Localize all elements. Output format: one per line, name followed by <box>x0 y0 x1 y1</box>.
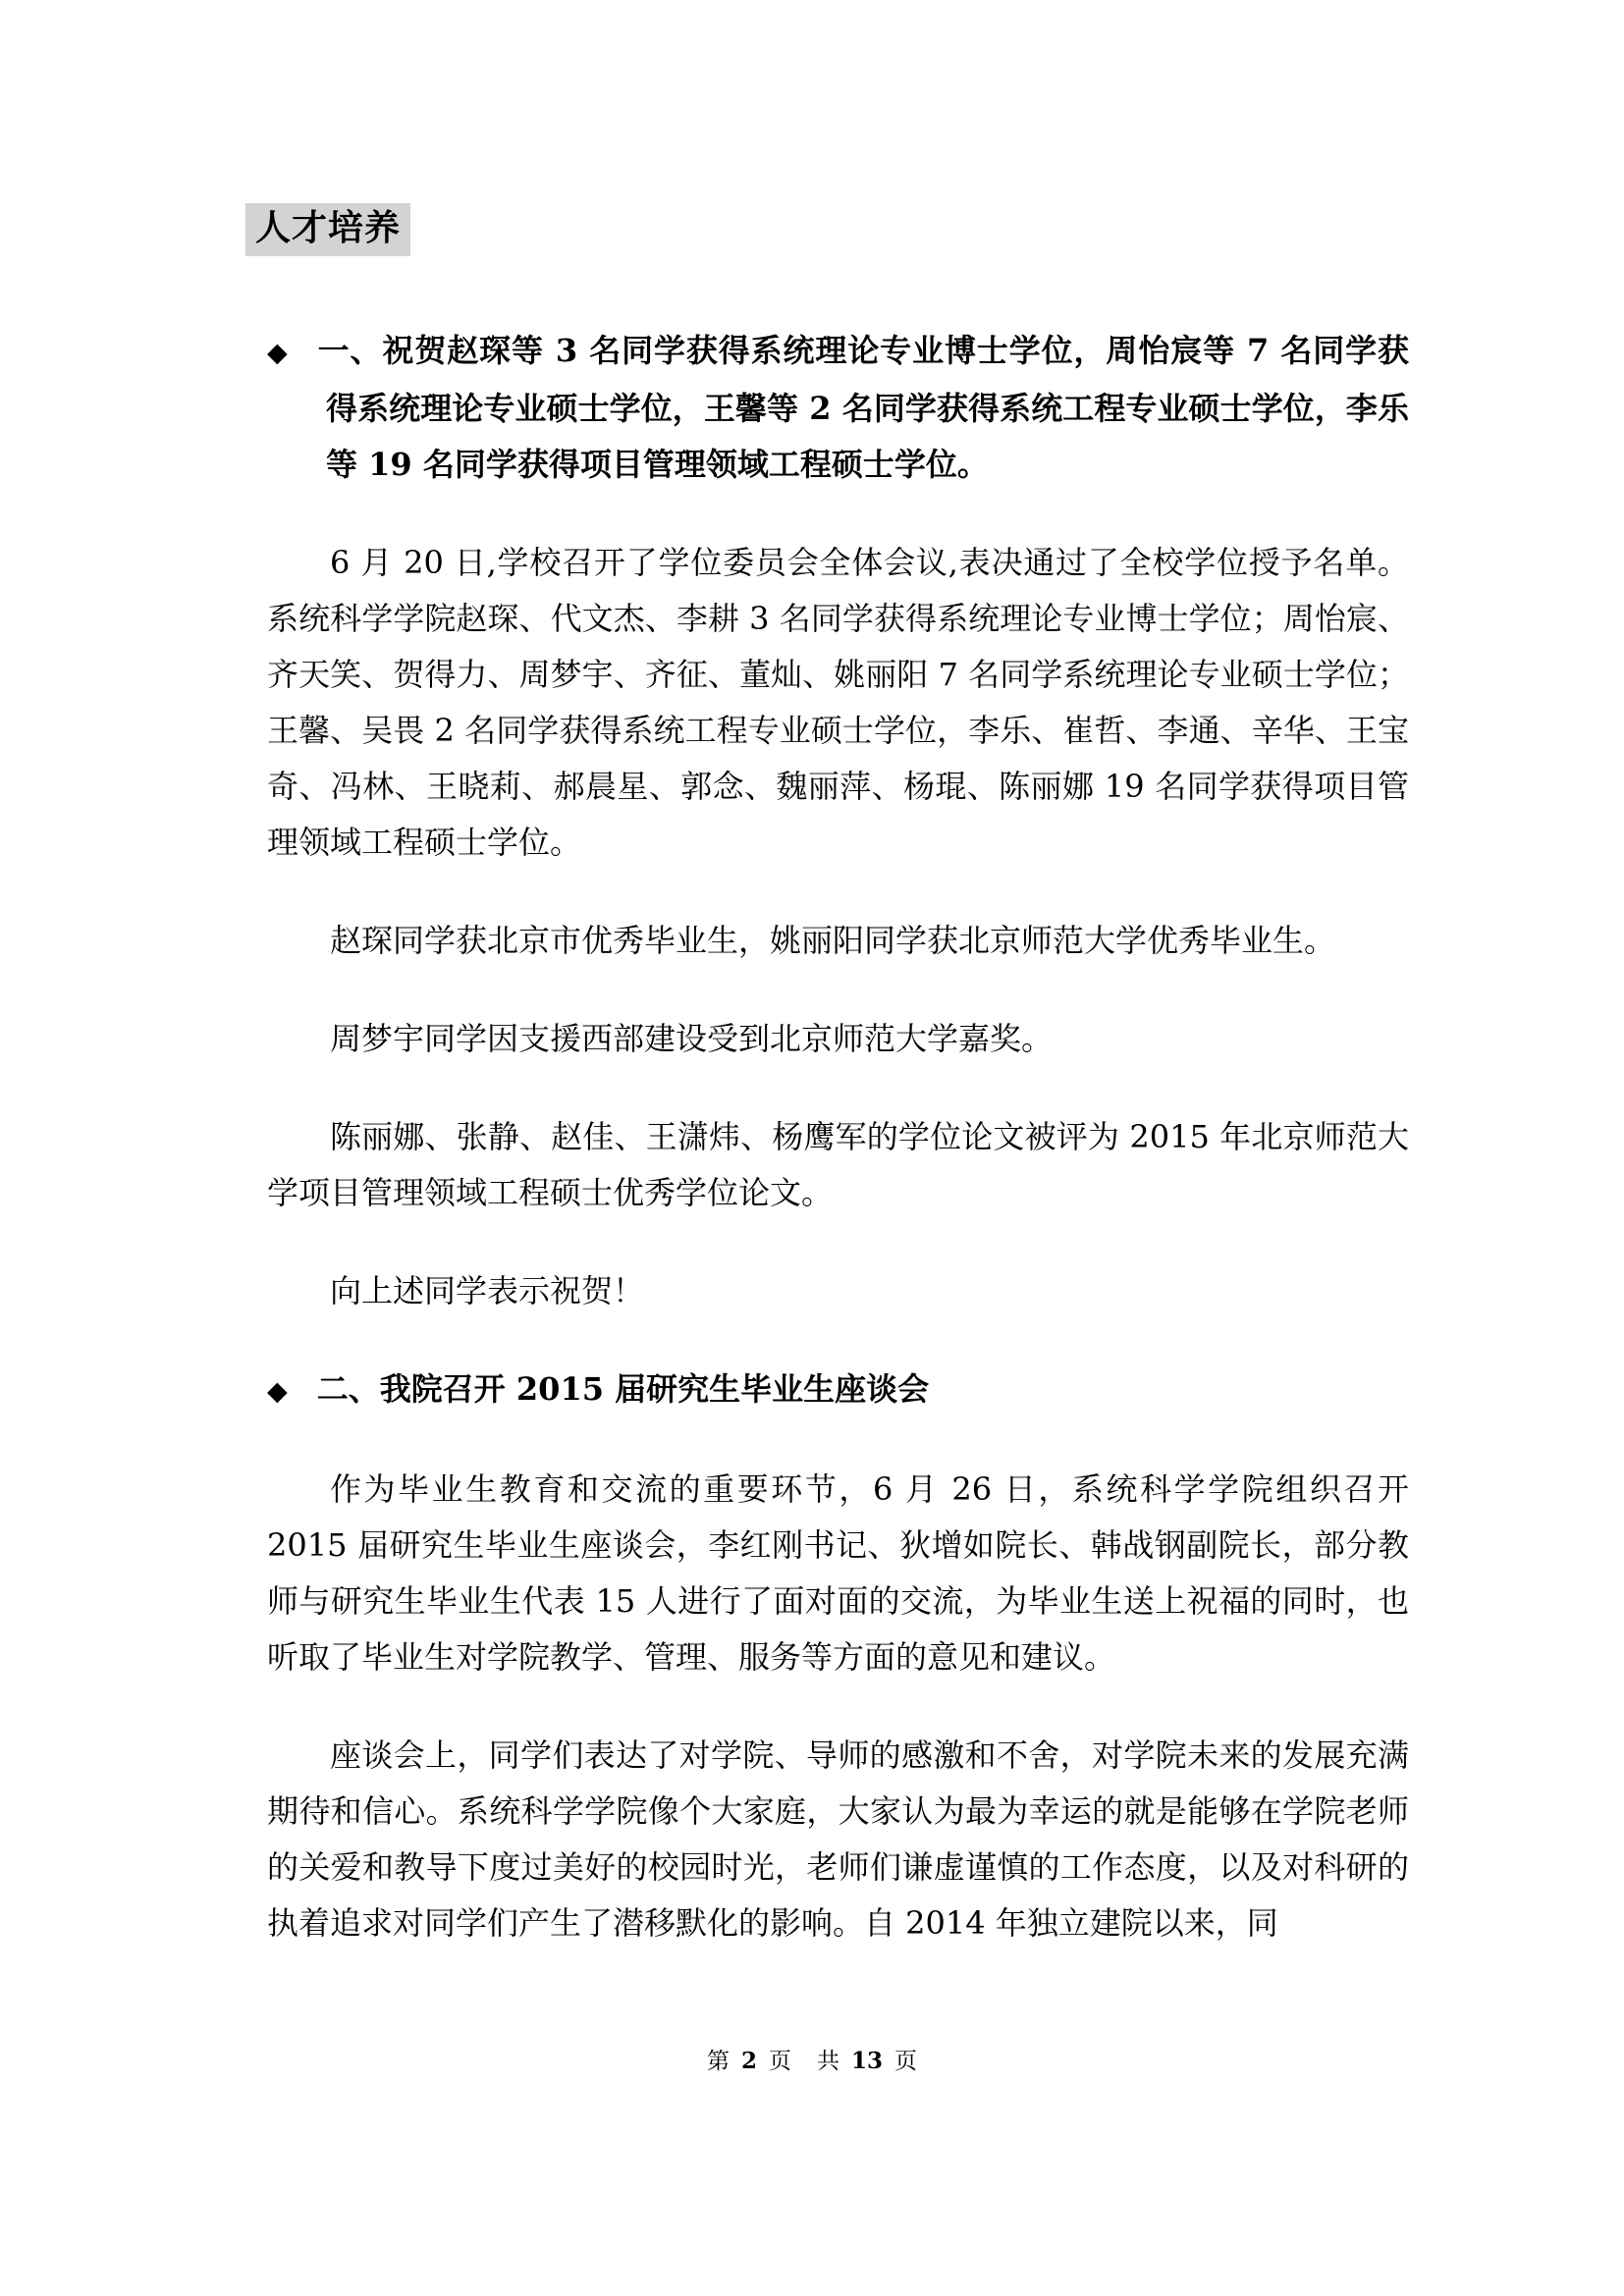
total-pages: 13 <box>851 2048 884 2074</box>
section-2-heading: 二、我院召开 2015 届研究生毕业生座谈会 <box>316 1369 930 1408</box>
body-paragraph: 作为毕业生教育和交流的重要环节，6 月 26 日，系统科学学院组织召开 2015 届研究生毕业生座谈会，李红刚书记、狄增如院长、韩战钢副院长，部分教师与研究生毕业生代表 15 人进行了面对面的交流，为毕业生送上祝福的同时，也听取了毕业生对学院教学、管理、服务等方面的意见和建议。 <box>267 1469 1409 1676</box>
bullet-item-2 <box>267 1362 1409 1419</box>
bullet-item-1 <box>267 323 1409 493</box>
page-title: 人才培养 <box>245 203 410 256</box>
diamond-bullet-icon: ◆ <box>267 337 289 368</box>
footer-label-page: 第 <box>706 2049 730 2074</box>
footer-label-ye: 页 <box>769 2049 791 2074</box>
footer-label-ye: 页 <box>894 2049 918 2074</box>
body-paragraph: 陈丽娜、张静、赵佳、王潇炜、杨鹰军的学位论文被评为 2015 年北京师范大学项目管理领域工程硕士优秀学位论文。 <box>267 1117 1409 1211</box>
body-paragraph: 向上述同学表示祝贺！ <box>330 1271 645 1309</box>
body-paragraph: 座谈会上，同学们表达了对学院、导师的感激和不舍，对学院未来的发展充满期待和信心。系统科学学院像个大家庭，大家认为最为幸运的就是能够在学院老师的关爱和教导下度过美好的校园时光，老师们谦虚谨慎的工作态度，以及对科研的执着追求对同学们产生了潜移默化的影响。自 2014 年独立建院以来，同 <box>267 1735 1409 1942</box>
body-paragraph: 赵琛同学获北京市优秀毕业生，姚丽阳同学获北京师范大学优秀毕业生。 <box>330 921 1336 959</box>
footer-label-total: 共 <box>817 2049 839 2074</box>
section-1-heading: 一、祝贺赵琛等 3 名同学获得系统理论专业博士学位，周怡宸等 7 名同学获得系统理论专业硕士学位，王馨等 2 名同学获得系统工程专业硕士学位，李乐等 19 名同学获得项目管理领域工程硕士学位。 <box>317 331 1409 483</box>
page-footer <box>0 2045 1624 2078</box>
diamond-bullet-icon: ◆ <box>267 1375 288 1407</box>
body-paragraph: 周梦宇同学因支援西部建设受到北京师范大学嘉奖。 <box>330 1019 1054 1057</box>
body-paragraph: 6 月 20 日,学校召开了学位委员会全体会议,表决通过了全校学位授予名单。系统科学学院赵琛、代文杰、李耕 3 名同学获得系统理论专业博士学位；周怡宸、齐天笑、贺得力、周梦宇、齐征、董灿、姚丽阳 7 名同学系统理论专业硕士学位；王馨、吴畏 2 名同学获得系统工程专业硕士学位，李乐、崔哲、李通、辛华、王宝奇、冯林、王晓莉、郝晨星、郭念、魏丽萍、杨琨、陈丽娜 19 名同学获得项目管理领域工程硕士学位。 <box>267 543 1409 861</box>
page-number: 2 <box>740 2048 757 2074</box>
